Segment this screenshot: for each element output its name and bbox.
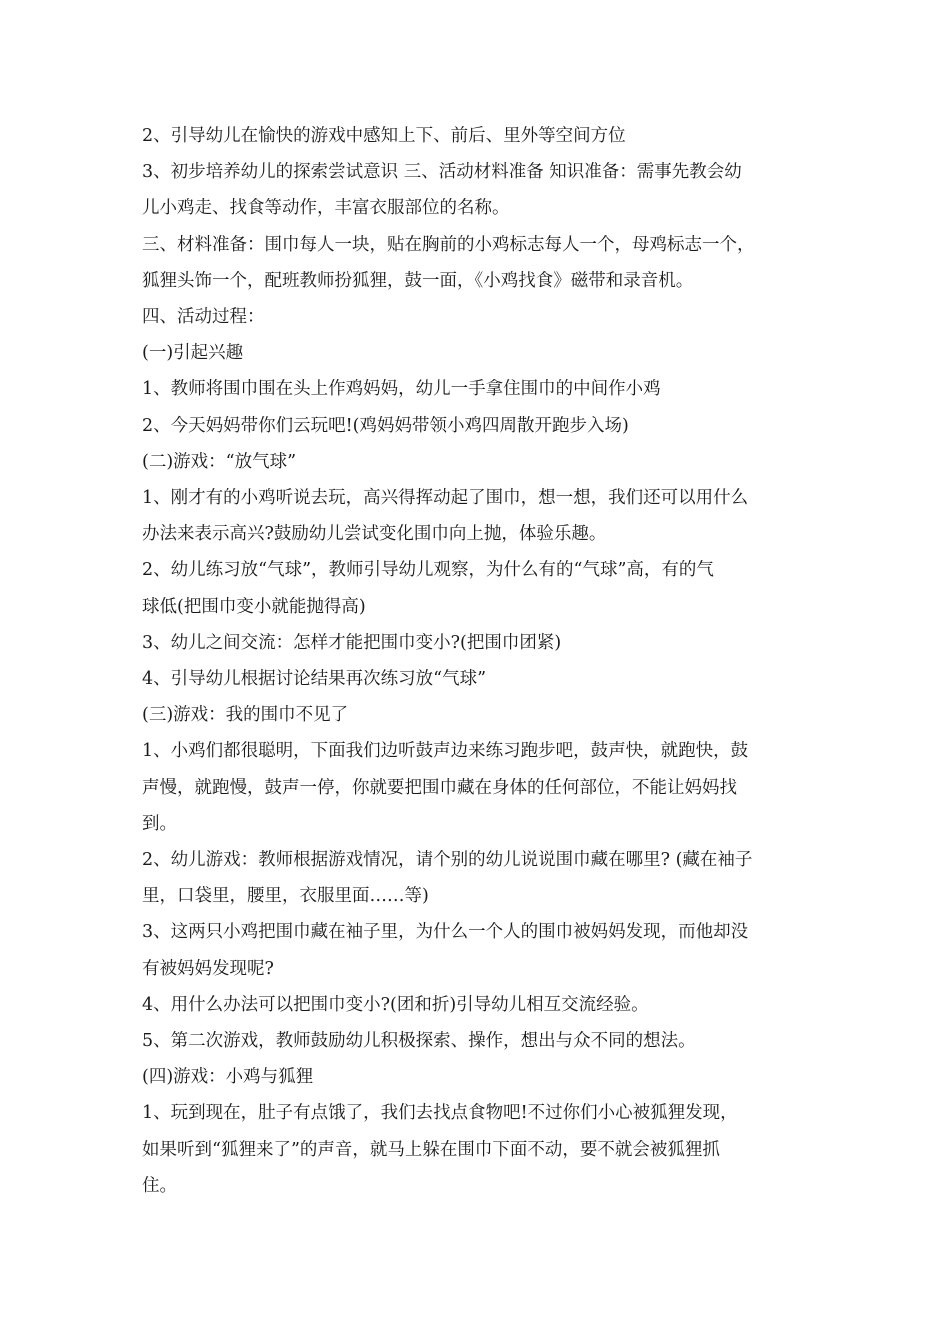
text-line: 球低(把围巾变小就能抛得高) bbox=[142, 596, 366, 617]
text-line: 1、小鸡们都很聪明，下面我们边听鼓声边来练习跑步吧，鼓声快，就跑快，鼓 bbox=[142, 741, 749, 762]
section-heading: 四、活动过程： bbox=[142, 307, 265, 328]
text-line: 住。 bbox=[142, 1175, 177, 1196]
text-line: 如果听到“狐狸来了”的声音，就马上躲在围巾下面不动，要不就会被狐狸抓 bbox=[142, 1139, 720, 1160]
subsection-heading: (三)游戏：我的围巾不见了 bbox=[142, 705, 349, 726]
subsection-heading: (一)引起兴趣 bbox=[142, 343, 244, 364]
text-line: 2、引导幼儿在愉快的游戏中感知上下、前后、里外等空间方位 bbox=[142, 126, 626, 146]
text-line: 有被妈妈发现呢? bbox=[142, 958, 274, 979]
subsection-heading: (二)游戏：“放气球” bbox=[142, 451, 297, 472]
text-line: 声慢，就跑慢，鼓声一停，你就要把围巾藏在身体的任何部位，不能让妈妈找 bbox=[142, 777, 737, 798]
text-line: 2、幼儿练习放“气球”，教师引导幼儿观察，为什么有的“气球”高，有的气 bbox=[142, 560, 714, 581]
text-line: 到。 bbox=[142, 813, 177, 834]
text-line: 儿小鸡走、找食等动作，丰富衣服部位的名称。 bbox=[142, 198, 510, 219]
text-line: 4、用什么办法可以把围巾变小?(团和折)引导幼儿相互交流经验。 bbox=[142, 994, 649, 1015]
text-line: 办法来表示高兴?鼓励幼儿尝试变化围巾向上抛，体验乐趣。 bbox=[142, 524, 607, 545]
text-line: 里，口袋里，腰里，衣服里面……等) bbox=[142, 886, 429, 907]
text-line: 1、教师将围巾围在头上作鸡妈妈，幼儿一手拿住围巾的中间作小鸡 bbox=[142, 379, 661, 400]
text-line: 3、初步培养幼儿的探索尝试意识 三、活动材料准备 知识准备：需事先教会幼 bbox=[142, 162, 742, 183]
text-line: 狐狸头饰一个，配班教师扮狐狸，鼓一面，《小鸡找食》磁带和录音机。 bbox=[142, 270, 694, 291]
text-line: 3、幼儿之间交流：怎样才能把围巾变小?(把围巾团紧) bbox=[142, 632, 562, 653]
text-line: 1、玩到现在，肚子有点饿了，我们去找点食物吧!不过你们小心被狐狸发现， bbox=[142, 1103, 738, 1124]
text-line: 4、引导幼儿根据讨论结果再次练习放“气球” bbox=[142, 669, 487, 690]
text-line: 2、今天妈妈带你们云玩吧!(鸡妈妈带领小鸡四周散开跑步入场) bbox=[142, 415, 629, 436]
subsection-heading: (四)游戏：小鸡与狐狸 bbox=[142, 1067, 314, 1088]
text-line: 5、第二次游戏，教师鼓励幼儿积极探索、操作，想出与众不同的想法。 bbox=[142, 1031, 696, 1052]
document-body bbox=[142, 118, 822, 1204]
text-line: 三、材料准备：围巾每人一块，贴在胸前的小鸡标志每人一个，母鸡标志一个， bbox=[142, 234, 755, 255]
text-line: 3、这两只小鸡把围巾藏在袖子里，为什么一个人的围巾被妈妈发现，而他却没 bbox=[142, 922, 749, 943]
text-line: 1、刚才有的小鸡听说去玩，高兴得挥动起了围巾，想一想，我们还可以用什么 bbox=[142, 488, 749, 509]
text-line: 2、幼儿游戏：教师根据游戏情况，请个别的幼儿说说围巾藏在哪里? (藏在袖子 bbox=[142, 850, 753, 871]
